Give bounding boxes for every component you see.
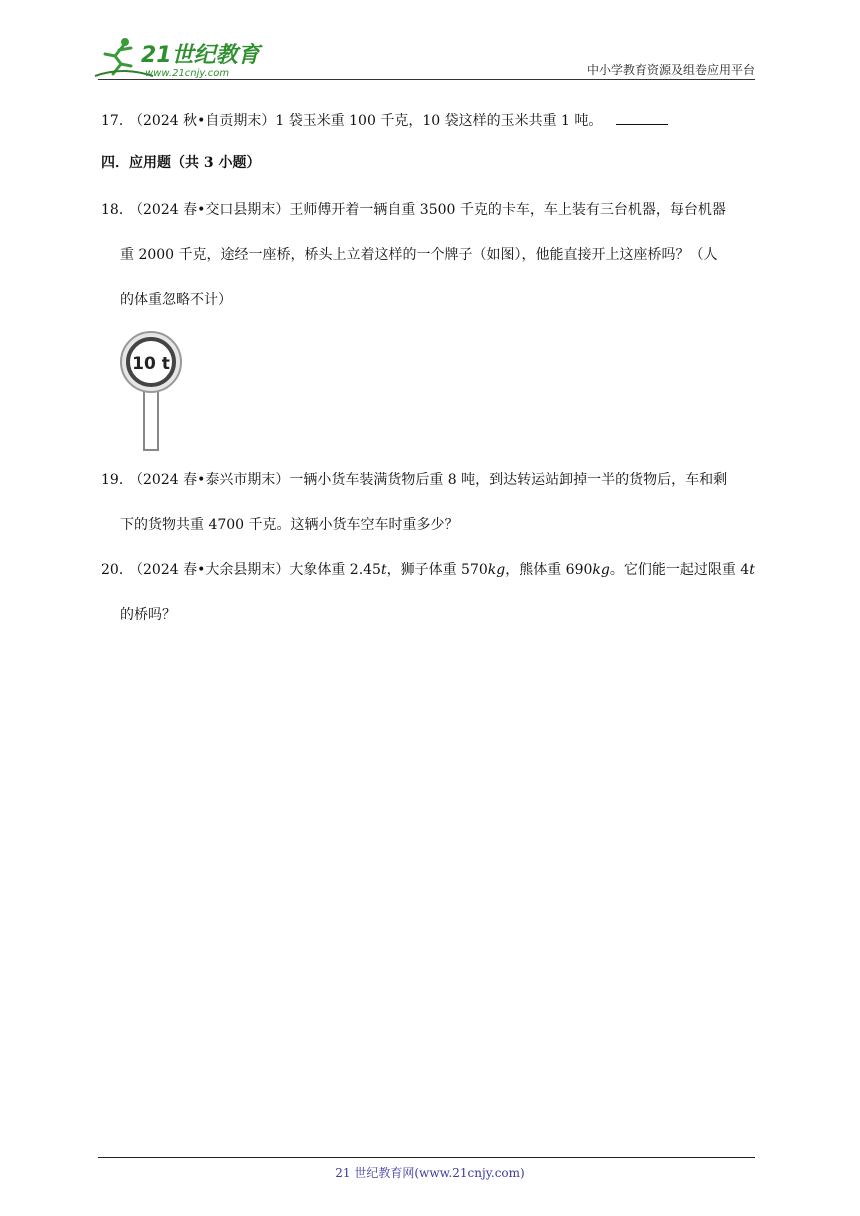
question-line: 的桥吗？: [120, 607, 176, 623]
question-number: 17．: [101, 113, 133, 129]
section-title: 四．应用题（共 3 小题）: [101, 155, 261, 171]
question-line: （2024 春•泰兴市期末）一辆小货车装满货物后重 8 吨，到达转运站卸掉一半的货物后，车和剩: [129, 472, 728, 488]
question-number: 20．: [101, 562, 133, 578]
logo-text: 21世纪教育: [141, 43, 260, 68]
question-number: 18．: [101, 202, 133, 218]
weight-limit-sign-figure: [118, 330, 186, 454]
question-line: 下的货物共重 4700 千克。这辆小货车空车时重多少？: [120, 517, 459, 533]
footer-text[interactable]: 21 世纪教育网(www.21cnjy.com): [335, 1166, 525, 1180]
question-line: （2024 春•大余县期末）大象体重 2.45: [129, 562, 381, 578]
unit-t: t: [380, 562, 387, 578]
unit-t: t: [749, 562, 755, 578]
footer-divider: [98, 1157, 755, 1158]
unit-kg: kg: [487, 562, 506, 578]
question-line: 的体重忽略不计）: [120, 292, 232, 308]
question-number: 19．: [101, 472, 133, 488]
question-line: 。它们能一起过限重 4: [609, 562, 750, 578]
header-divider: [98, 79, 755, 80]
question-18: [101, 188, 765, 323]
sign-label: 10 t: [132, 354, 170, 374]
question-20: [101, 548, 765, 638]
question-line: ，狮子体重 570: [386, 562, 488, 578]
logo-url: www.21cnjy.com: [145, 68, 230, 79]
question-19: [101, 458, 765, 548]
question-line: 重 2000 千克，途经一座桥，桥头上立着这样的一个牌子（如图），他能直接开上这座桥吗？（人: [120, 247, 718, 263]
site-logo: [93, 36, 263, 80]
question-line: （2024 春•交口县期末）王师傅开着一辆自重 3500 千克的卡车，车上装有三台机器，每台机器: [129, 202, 726, 218]
question-line: ，熊体重 690: [505, 562, 593, 578]
answer-blank[interactable]: [616, 112, 668, 125]
unit-kg: kg: [592, 562, 610, 578]
question-text: （2024 秋•自贡期末）1 袋玉米重 100 千克，10 袋这样的玉米共重 1 吨。: [129, 113, 603, 129]
question-17: [101, 99, 765, 144]
header-platform-text: 中小学教育资源及组卷应用平台: [586, 63, 755, 77]
